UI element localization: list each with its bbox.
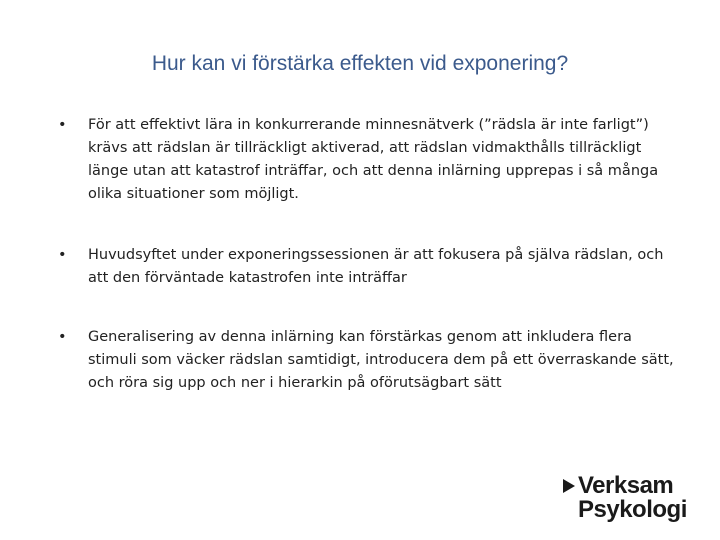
bullet-text: Huvudsyftet under exponeringssessionen är att fokusera på själva rädslan, och att den förväntade katastrofen inte inträffar: [88, 247, 664, 286]
logo-line-1: Verksam: [578, 472, 674, 499]
bullet-text: Generalisering av denna inlärning kan förstärkas genom att inkludera flera stimuli som väcker rädslan samtidigt, introducera dem på ett överraskande sätt, och röra sig upp och ner i hierarkin på oförutsägbart sätt: [88, 329, 674, 391]
bullet-item: [58, 114, 678, 206]
logo-line-2: Psykologi: [578, 496, 687, 523]
bullet-item: [58, 326, 678, 395]
slide-title: Hur kan vi förstärka effekten vid exponering?: [151, 52, 569, 75]
verksam-psykologi-logo: [563, 474, 713, 522]
bullet-text: För att effektivt lära in konkurrerande minnesnätverk (”rädsla är inte farligt”) krävs att rädslan är tillräckligt aktiverad, att rädslan vidmakthålls tillräckligt länge utan att katastrof inträffar, och att denna inlärning upprepas i så många olika situationer som möjligt.: [88, 117, 659, 202]
bullet-marker: •: [58, 117, 67, 133]
bullet-marker: •: [58, 329, 67, 345]
bullet-marker: •: [58, 247, 67, 263]
bullet-item: [58, 244, 678, 290]
play-arrow-icon: [563, 479, 575, 493]
